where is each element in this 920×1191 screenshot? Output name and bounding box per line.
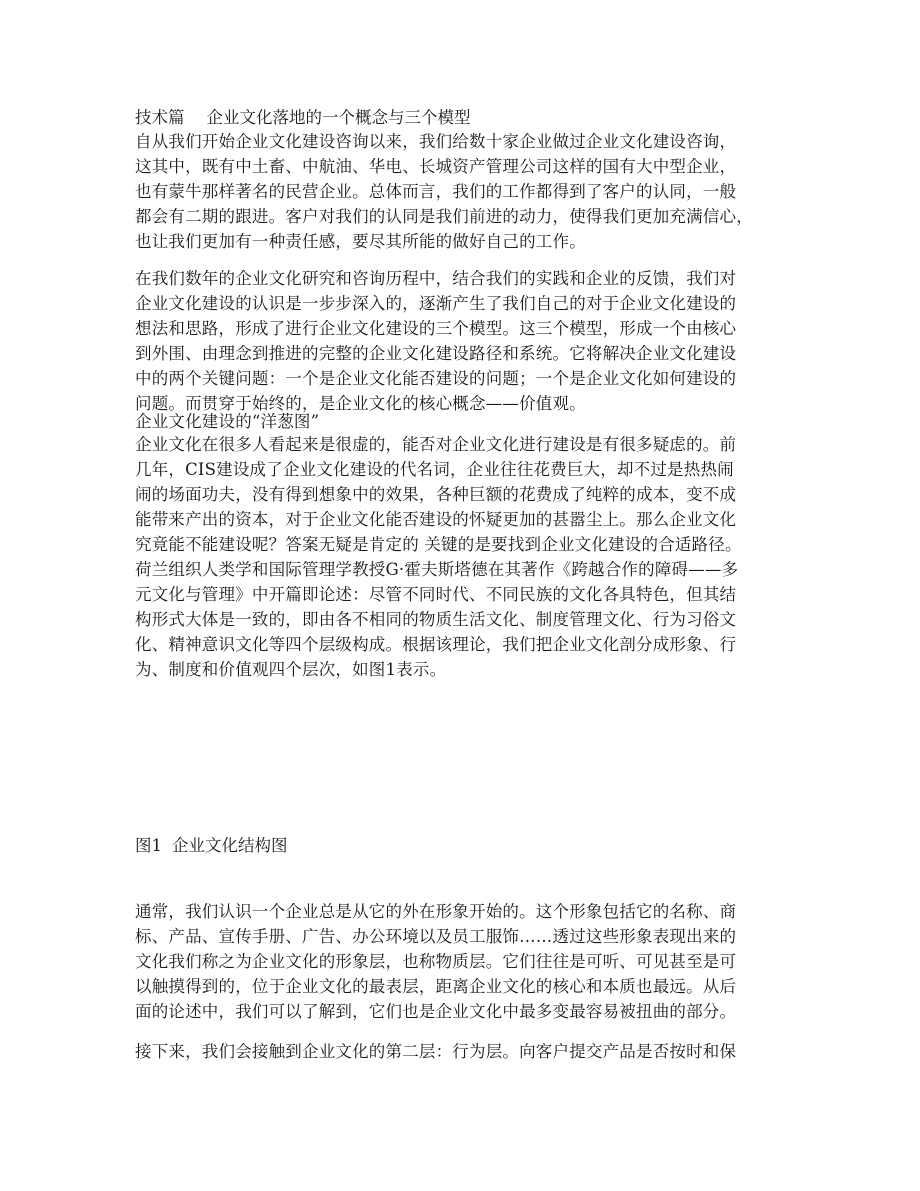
subheading: 企业文化建设的“洋葱图” [135, 412, 320, 431]
paragraph-4-line: 以触摸得到的，位于企业文化的最表层，距离企业文化的核心和本质也最远。从后 [135, 977, 737, 996]
paragraph-4-line: 标、产品、宣传手册、广告、办公环境以及员工服饰……透过这些形象表现出来的 [135, 927, 737, 946]
paragraph-2-line: 问题。而贯穿于始终的，是企业文化的核心概念——价值观。 [135, 394, 586, 413]
section-label: 技术篇 [135, 108, 185, 127]
paragraph-5-line: 接下来，我们会接触到企业文化的第二层：行为层。向客户提交产品是否按时和保 [135, 1042, 737, 1061]
paragraph-3-line: 元文化与管理》中开篇即论述：尽管不同时代、不同民族的文化各具特色，但其结 [135, 585, 737, 604]
paragraph-4-line: 面的论述中，我们可以了解到，它们也是企业文化中最多变最容易被扭曲的部分。 [135, 1002, 737, 1021]
paragraph-1-line: 也有蒙牛那样著名的民营企业。总体而言，我们的工作都得到了客户的认同，一般 [135, 182, 737, 201]
article-heading: 企业文化落地的一个概念与三个模型 [206, 108, 471, 127]
paragraph-4-line: 通常，我们认识一个企业总是从它的外在形象开始的。这个形象包括它的名称、商 [135, 902, 737, 921]
figure-caption [135, 834, 288, 858]
document-title [135, 106, 471, 130]
paragraph-2-line: 企业文化建设的认识是一步步深入的，逐渐产生了我们自己的对于企业文化建设的 [135, 294, 737, 313]
figure-label: 图1 [135, 836, 162, 855]
paragraph-3-line: 荷兰组织人类学和国际管理学教授G·霍夫斯塔德在其著作《跨越合作的障碍——多 [135, 560, 739, 579]
paragraph-1-line: 都会有二期的跟进。客户对我们的认同是我们前进的动力，使得我们更加充满信心， [135, 207, 753, 226]
figure-caption-text: 企业文化结构图 [172, 836, 288, 855]
paragraph-2-line: 在我们数年的企业文化研究和咨询历程中，结合我们的实践和企业的反馈，我们对 [135, 269, 737, 288]
paragraph-3-line: 企业文化在很多人看起来是很虚的，能否对企业文化进行建设是有很多疑虑的。前 [135, 435, 737, 454]
paragraph-2-line: 中的两个关键问题：一个是企业文化能否建设的问题；一个是企业文化如何建设的 [135, 369, 737, 388]
paragraph-1-line: 这其中，既有中土畜、中航油、华电、长城资产管理公司这样的国有大中型企业， [135, 157, 737, 176]
paragraph-3-line: 化、精神意识文化等四个层级构成。根据该理论，我们把企业文化剖分成形象、行 [135, 635, 737, 654]
paragraph-2-line: 到外围、由理念到推进的完整的企业文化建设路径和系统。它将解决企业文化建设 [135, 344, 737, 363]
paragraph-1-line: 也让我们更加有一种责任感，要尽其所能的做好自己的工作。 [135, 232, 586, 251]
paragraph-3-line: 为、制度和价值观四个层次，如图1表示。 [135, 660, 447, 679]
paragraph-3-line: 几年，CIS建设成了企业文化建设的代名词，企业往往花费巨大，却不过是热热闹 [135, 460, 734, 479]
paragraph-3-line: 能带来产出的资本，对于企业文化能否建设的怀疑更加的甚嚣尘上。那么企业文化 [135, 510, 737, 529]
paragraph-3-line: 构形式大体是一致的，即由各不相同的物质生活文化、制度管理文化、行为习俗文 [135, 610, 737, 629]
paragraph-4-line: 文化我们称之为企业文化的形象层，也称物质层。它们往往是可听、可见甚至是可 [135, 952, 737, 971]
paragraph-3-line: 究竟能不能建设呢？答案无疑是肯定的 关键的是要找到企业文化建设的合适路径。 [135, 535, 742, 554]
paragraph-2-line: 想法和思路，形成了进行企业文化建设的三个模型。这三个模型，形成一个由核心 [135, 319, 737, 338]
paragraph-1-line: 自从我们开始企业文化建设咨询以来，我们给数十家企业做过企业文化建设咨询， [135, 132, 737, 151]
paragraph-3-line: 闹的场面功夫，没有得到想象中的效果，各种巨额的花费成了纯粹的成本，变不成 [135, 485, 737, 504]
